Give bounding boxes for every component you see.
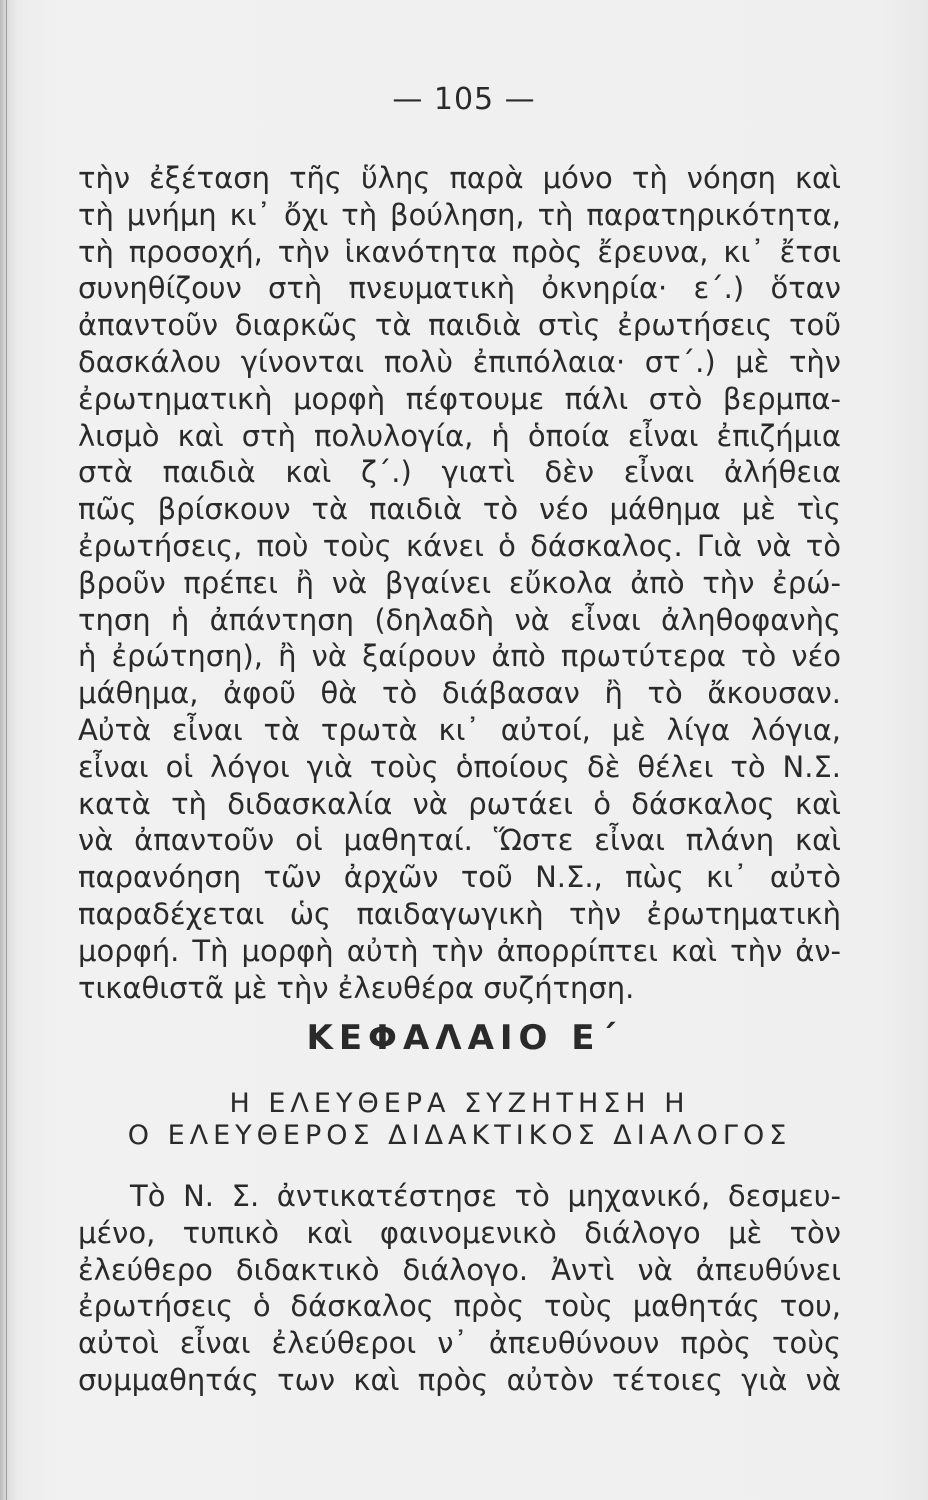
text-line: Αὐτὰ εἶναι τὰ τρωτὰ κι᾿ αὐτοί, μὲ λίγα λόγια,: [78, 712, 841, 747]
text-line: τηση ἡ ἀπάντηση (δηλαδὴ νὰ εἶναι ἀληθοφανὴς: [78, 602, 841, 637]
text-line: συμμαθητάς των καὶ πρὸς αὐτὸν τέτοιες γιὰ νὰ: [78, 1362, 841, 1397]
page-gutter: [6, 0, 7, 1500]
text-line: τὴ μνήμη κι᾿ ὄχι τὴ βούληση, τὴ παρατηρικότητα,: [78, 197, 841, 232]
text-line: αὐτοὶ εἶναι ἐλεύθεροι ν᾿ ἀπευθύνουν πρὸς τοὺς: [78, 1326, 841, 1361]
text-line: συνηθίζουν στὴ πνευματικὴ ὀκνηρία· ε΄.) ὅταν: [78, 271, 841, 306]
text-line: ἐρωτήσεις ὁ δάσκαλος πρὸς τοὺς μαθητάς του,: [78, 1289, 841, 1324]
text-line: βροῦν πρέπει ἢ νὰ βγαίνει εὔκολα ἀπὸ τὴν ἐρώ-: [78, 565, 841, 600]
text-line: ἀπαντοῦν διαρκῶς τὰ παιδιὰ στὶς ἐρωτήσεις τοῦ: [78, 308, 841, 343]
paragraph-continued: [78, 160, 841, 1006]
text-line: Τὸ Ν. Σ. ἀντικατέστησε τὸ μηχανικό, δεσμευ-: [130, 1179, 841, 1213]
text-line: λισμὸ καὶ στὴ πολυλογία, ἡ ὁποία εἶναι ἐπιζήμια: [78, 418, 841, 453]
text-line: εἶναι οἱ λόγοι γιὰ τοὺς ὁποίους δὲ θέλει τὸ Ν.Σ.: [78, 749, 841, 784]
page-number: — 105 —: [392, 82, 536, 117]
paragraph-new: [78, 1178, 841, 1399]
text-line: κατὰ τὴ διδασκαλία νὰ ρωτάει ὁ δάσκαλος καὶ: [78, 786, 841, 821]
text-line: μένο, τυπικὸ καὶ φαινομενικὸ διάλογο μὲ τὸν: [78, 1215, 841, 1250]
text-line: στὰ παιδιὰ καὶ ζ΄.) γιατὶ δὲν εἶναι ἀλήθεια: [78, 455, 841, 490]
text-line: μορφή. Τὴ μορφὴ αὐτὴ τὴν ἀπορρίπτει καὶ τὴν ἀν-: [78, 933, 841, 968]
section-heading-line-1: Η ΕΛΕΥΘΕΡΑ ΣΥΖΗΤΗΣΗ Η: [229, 1088, 690, 1119]
text-line: ἐρωτηματικὴ μορφὴ πέφτουμε πάλι στὸ βερμπα-: [78, 381, 841, 416]
text-line: τὴν ἐξέταση τῆς ὕλης παρὰ μόνο τὴ νόηση καὶ: [78, 161, 841, 195]
section-heading-line-2: Ο ΕΛΕΥΘΕΡΟΣ ΔΙΔΑΚΤΙΚΟΣ ΔΙΑΛΟΓΟΣ: [127, 1120, 792, 1151]
chapter-title: ΚΕΦΑΛΑΙΟ Ε΄: [306, 1018, 622, 1058]
text-line: νὰ ἀπαντοῦν οἱ μαθηταί. Ὥστε εἶναι πλάνη καὶ: [78, 823, 841, 858]
text-line: ἐλεύθερο διδακτικὸ διάλογο. Ἀντὶ νὰ ἀπευθύνει: [78, 1252, 841, 1287]
text-line: παρανόηση τῶν ἀρχῶν τοῦ Ν.Σ., πὼς κι᾿ αὐτὸ: [78, 860, 841, 895]
text-line: δασκάλου γίνονται πολὺ ἐπιπόλαια· στ΄.) μὲ τὴν: [78, 344, 841, 379]
text-line: παραδέχεται ὡς παιδαγωγικὴ τὴν ἐρωτηματικὴ: [78, 896, 841, 931]
text-line: τὴ προσοχή, τὴν ἱκανότητα πρὸς ἔρευνα, κι᾿ ἔτσι: [78, 234, 841, 269]
text-line: ἐρωτήσεις, ποὺ τοὺς κάνει ὁ δάσκαλος. Γιὰ νὰ τὸ: [78, 528, 841, 563]
text-line: ἡ ἐρώτηση), ἢ νὰ ξαίρουν ἀπὸ πρωτύτερα τὸ νέο: [78, 639, 841, 674]
text-line: πῶς βρίσκουν τὰ παιδιὰ τὸ νέο μάθημα μὲ τὶς: [78, 492, 841, 527]
text-line: μάθημα, ἀφοῦ θὰ τὸ διάβασαν ἢ τὸ ἄκουσαν.: [78, 676, 841, 711]
text-line: τικαθιστᾶ μὲ τὴν ἐλευθέρα συζήτηση.: [78, 970, 635, 1005]
